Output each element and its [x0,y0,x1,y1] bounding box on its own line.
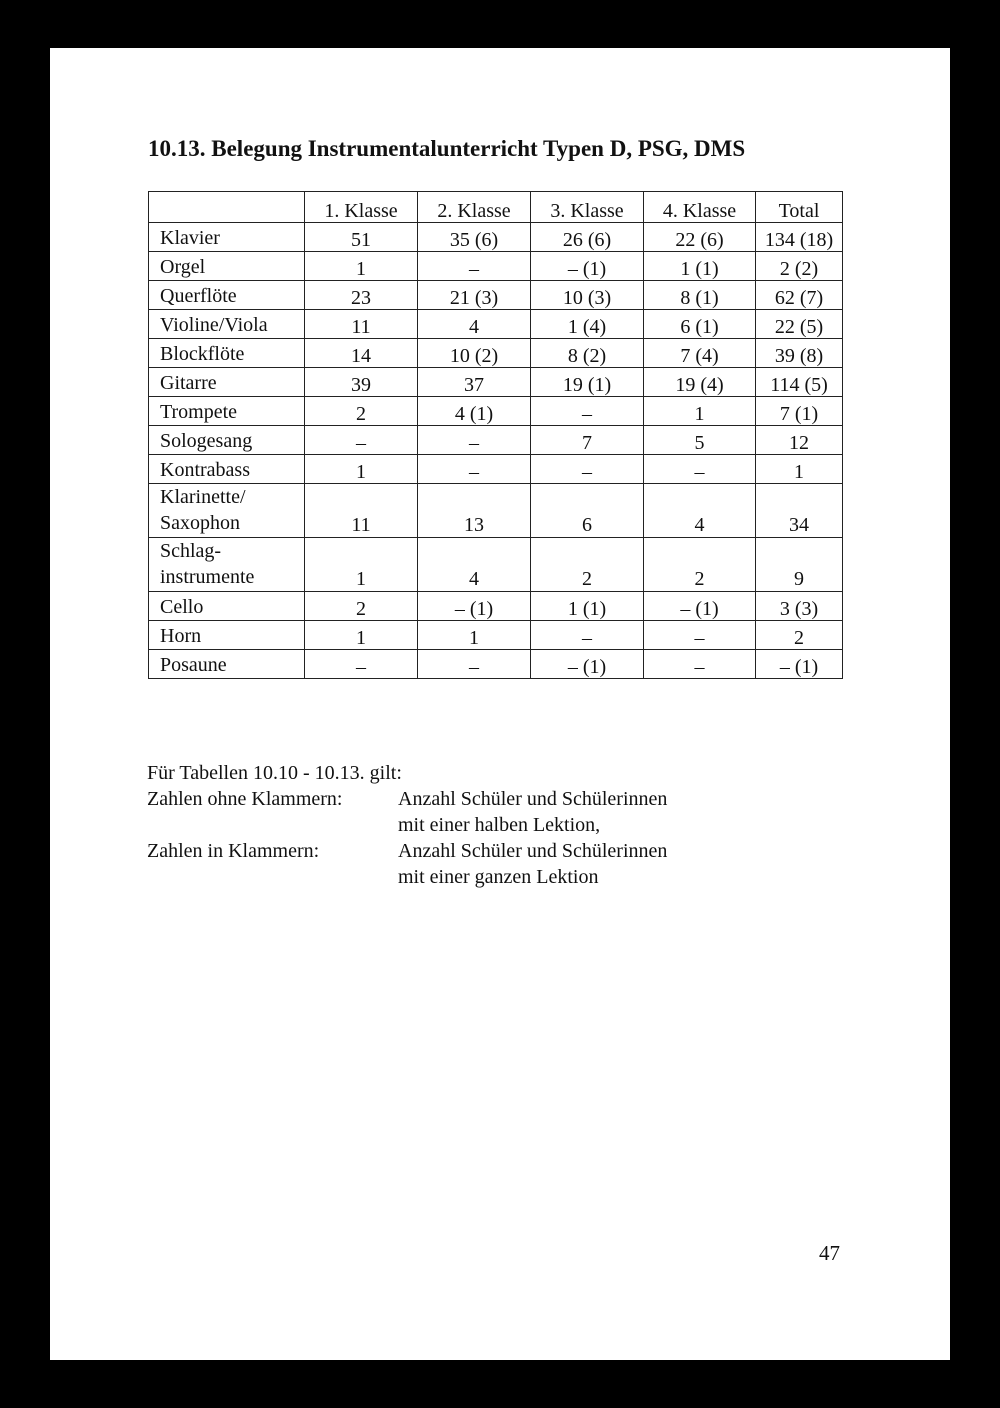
value-cell: 8 (1) [644,281,756,310]
instrument-name: Klavier [160,227,220,249]
instrument-name: Horn [160,625,202,647]
instrument-name-cell [149,368,305,397]
table-row [149,455,843,484]
value-cell: – [644,650,756,679]
table-notes [147,760,667,890]
value-cell: 10 (2) [418,339,531,368]
value-cell: 1 [305,252,418,281]
value-cell: – [418,455,531,484]
value-cell: – (1) [531,650,644,679]
value-cell: 2 [305,397,418,426]
value-cell: 35 (6) [418,223,531,252]
table-row [149,592,843,621]
instrument-name-cell [149,223,305,252]
table-header-row [149,192,843,223]
note-line: mit einer halben Lektion, [398,814,601,836]
header-cell-klasse-1: 1. Klasse [305,192,418,223]
instrument-name-cell [149,650,305,679]
value-cell: 4 [644,484,756,538]
value-cell: 1 (1) [531,592,644,621]
value-cell: 7 [531,426,644,455]
value-cell: 10 (3) [531,281,644,310]
value-cell: 1 [305,538,418,592]
note-text [398,786,667,838]
value-cell: 8 (2) [531,339,644,368]
value-cell: – [531,455,644,484]
value-cell: – (1) [531,252,644,281]
value-cell: 5 [644,426,756,455]
note-item [147,786,667,838]
value-cell: 13 [418,484,531,538]
note-line: mit einer ganzen Lektion [398,866,599,888]
value-cell: 1 [756,455,843,484]
value-cell: 26 (6) [531,223,644,252]
value-cell: 39 (8) [756,339,843,368]
value-cell: 1 [418,621,531,650]
value-cell: 39 [305,368,418,397]
value-cell: 51 [305,223,418,252]
value-cell: 1 (1) [644,252,756,281]
instrument-name-cell [149,538,305,592]
value-cell: – [305,650,418,679]
table-row [149,310,843,339]
instrument-name: Blockflöte [160,343,245,365]
note-label: Zahlen in Klammern: [147,840,320,862]
value-cell: 134 (18) [756,223,843,252]
note-line: Anzahl Schüler und Schülerinnen [398,840,668,862]
value-cell: – [531,621,644,650]
instrument-name-cell [149,310,305,339]
instrument-name: Sologesang [160,430,253,452]
table-row [149,621,843,650]
note-label: Zahlen ohne Klammern: [147,788,343,810]
value-cell: 1 [305,621,418,650]
header-cell-klasse-4: 4. Klasse [644,192,756,223]
instrument-name: Trompete [160,401,238,423]
value-cell: – [418,252,531,281]
instrument-name-cell [149,592,305,621]
value-cell: 34 [756,484,843,538]
value-cell: 2 [644,538,756,592]
instrument-name-cell [149,252,305,281]
section-title: 10.13. Belegung Instrumentalunterricht Typen D, PSG, DMS [148,136,746,161]
value-cell: 23 [305,281,418,310]
header-cell-total: Total [756,192,843,223]
value-cell: 11 [305,310,418,339]
value-cell: 1 [644,397,756,426]
value-cell: 7 (1) [756,397,843,426]
instrument-name-cell [149,621,305,650]
instrument-name: Posaune [160,654,227,676]
table-row [149,368,843,397]
instrument-name: instrumente [160,566,255,588]
value-cell: 7 (4) [644,339,756,368]
instrument-name: Cello [160,596,204,618]
instrument-name: Saxophon [160,512,240,534]
table-row [149,223,843,252]
page-number: 47 [819,1241,840,1265]
header-cell-klasse-3: 3. Klasse [531,192,644,223]
table-row [149,281,843,310]
value-cell: 3 (3) [756,592,843,621]
instrument-name: Gitarre [160,372,217,394]
table-row [149,538,843,592]
value-cell: – [531,397,644,426]
value-cell: – [644,621,756,650]
value-cell: – [305,426,418,455]
value-cell: 19 (4) [644,368,756,397]
value-cell: 2 [756,621,843,650]
instrument-name: Violine/Viola [160,314,268,336]
instrument-name-cell [149,426,305,455]
value-cell: – [418,650,531,679]
value-cell: – (1) [644,592,756,621]
value-cell: 114 (5) [756,368,843,397]
value-cell: – [644,455,756,484]
table-row [149,426,843,455]
instrument-name-cell [149,281,305,310]
value-cell: 2 (2) [756,252,843,281]
instrument-name: Klarinette/ [160,486,246,508]
value-cell: 1 [305,455,418,484]
value-cell: 4 [418,310,531,339]
document-page [50,48,950,1360]
instrument-table [148,191,843,679]
instrument-name: Orgel [160,256,206,278]
notes-intro: Für Tabellen 10.10 - 10.13. gilt: [147,762,402,784]
instrument-name-cell [149,455,305,484]
value-cell: 4 (1) [418,397,531,426]
table-row [149,650,843,679]
value-cell: 37 [418,368,531,397]
note-item [147,838,667,890]
value-cell: 12 [756,426,843,455]
note-line: Anzahl Schüler und Schülerinnen [398,788,668,810]
value-cell: 6 (1) [644,310,756,339]
instrument-name-cell [149,339,305,368]
instrument-name: Kontrabass [160,459,250,481]
value-cell: 22 (5) [756,310,843,339]
instrument-name-cell [149,484,305,538]
value-cell: 9 [756,538,843,592]
value-cell: 62 (7) [756,281,843,310]
instrument-name: Schlag- [160,540,222,562]
value-cell: 19 (1) [531,368,644,397]
instrument-name-cell [149,397,305,426]
instrument-name: Querflöte [160,285,237,307]
table-row [149,484,843,538]
value-cell: 22 (6) [644,223,756,252]
table-row [149,339,843,368]
note-text [398,838,667,890]
value-cell: 14 [305,339,418,368]
value-cell: 4 [418,538,531,592]
value-cell: – (1) [756,650,843,679]
value-cell: 2 [531,538,644,592]
value-cell: 11 [305,484,418,538]
table-row [149,252,843,281]
value-cell: – (1) [418,592,531,621]
value-cell: – [418,426,531,455]
header-cell-klasse-2: 2. Klasse [418,192,531,223]
table-row [149,397,843,426]
header-cell-empty [149,192,305,223]
value-cell: 2 [305,592,418,621]
value-cell: 6 [531,484,644,538]
value-cell: 21 (3) [418,281,531,310]
value-cell: 1 (4) [531,310,644,339]
